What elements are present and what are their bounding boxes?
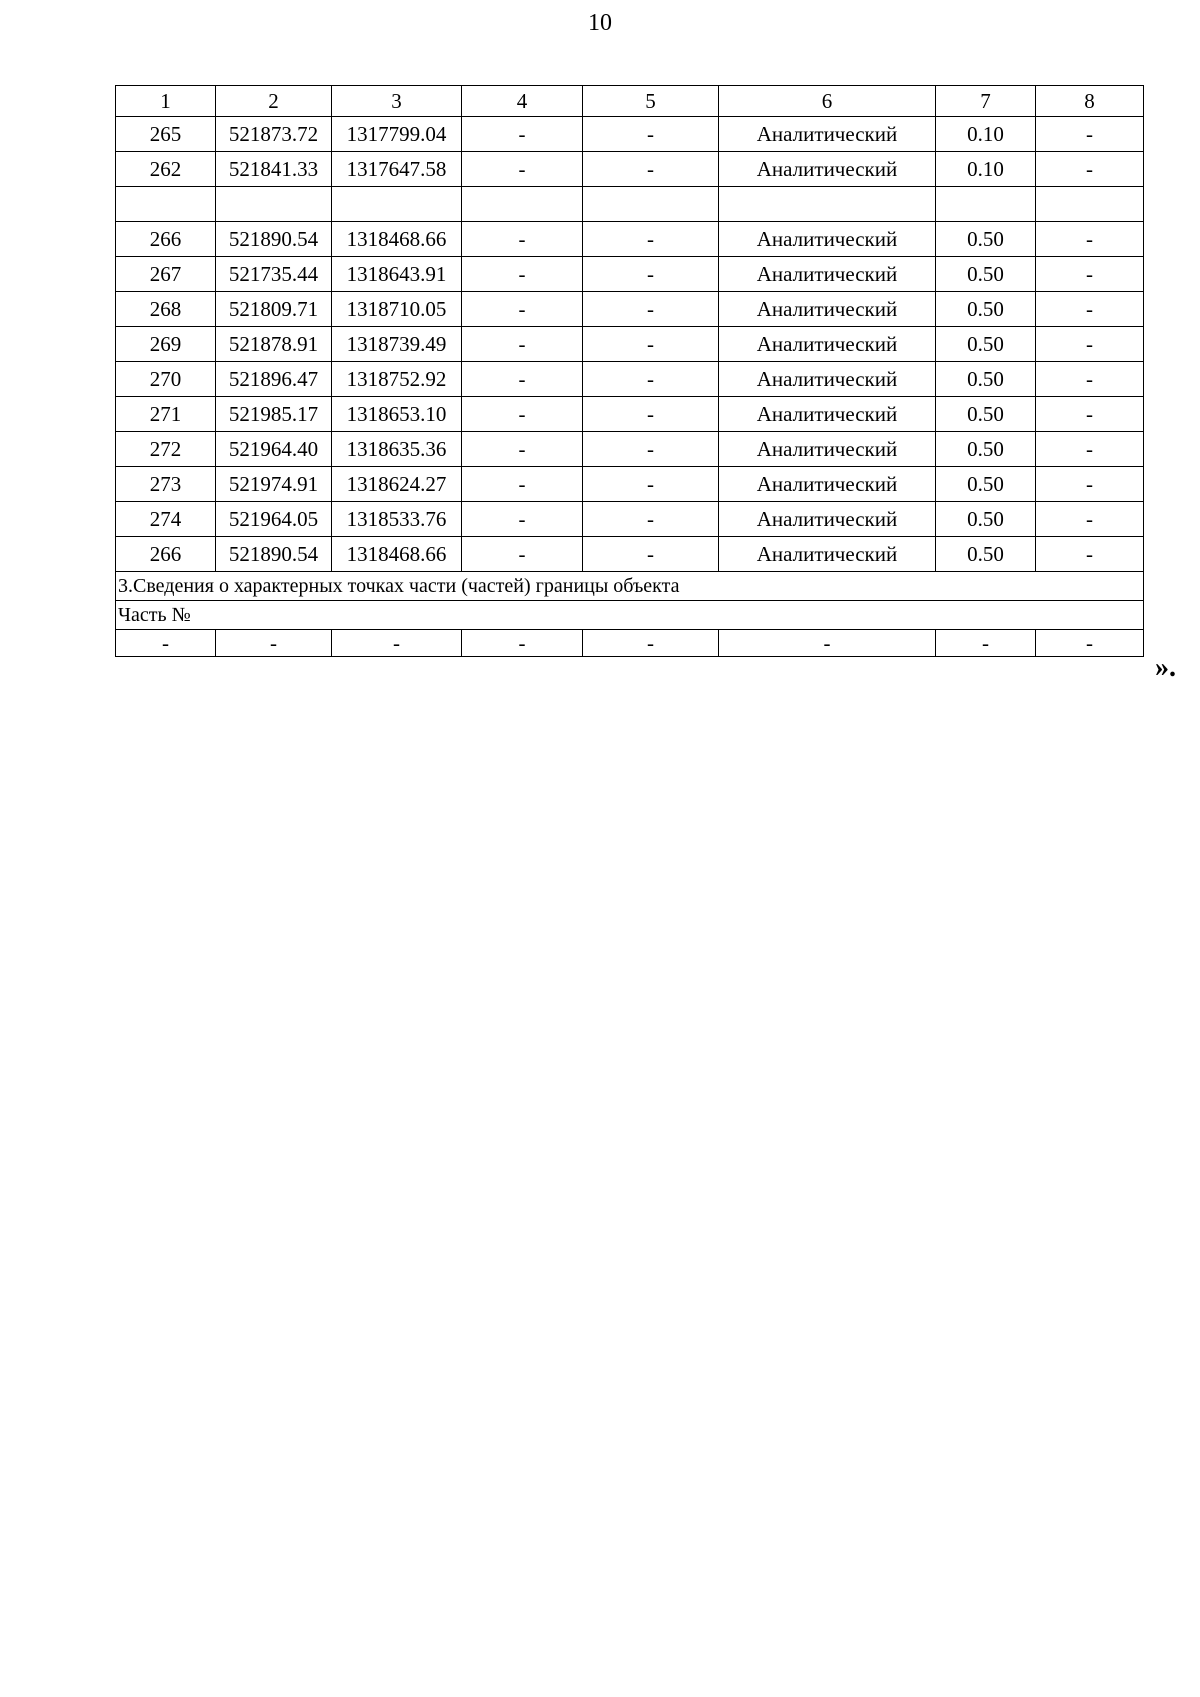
section-title-row — [116, 572, 1144, 601]
table-cell: 269 — [116, 327, 216, 362]
table-cell: - — [1036, 537, 1144, 572]
table-cell: - — [1036, 327, 1144, 362]
table-cell: 0.50 — [936, 292, 1036, 327]
table-cell: 1318624.27 — [332, 467, 462, 502]
closing-quote: ». — [1155, 652, 1176, 683]
table-cell: 0.50 — [936, 327, 1036, 362]
table-cell: Аналитический — [719, 432, 936, 467]
table-cell: Аналитический — [719, 257, 936, 292]
table-cell: - — [462, 292, 583, 327]
table-cell: - — [462, 467, 583, 502]
table-cell: - — [1036, 502, 1144, 537]
empty-separator-row — [116, 187, 1144, 222]
table-cell: - — [1036, 467, 1144, 502]
table-cell: - — [1036, 257, 1144, 292]
table-cell: 1317647.58 — [332, 152, 462, 187]
table-cell: 267 — [116, 257, 216, 292]
table-cell: Аналитический — [719, 467, 936, 502]
table-cell: 1317799.04 — [332, 117, 462, 152]
table-cell: - — [462, 327, 583, 362]
table-cell: 1318468.66 — [332, 222, 462, 257]
table-cell: - — [462, 397, 583, 432]
table-cell: - — [1036, 117, 1144, 152]
table-cell: 1318643.91 — [332, 257, 462, 292]
part-label: Часть № — [116, 601, 1144, 630]
table-cell: - — [583, 257, 719, 292]
table-row — [116, 152, 1144, 187]
table-cell: 274 — [116, 502, 216, 537]
table-row — [116, 467, 1144, 502]
table-cell: 521878.91 — [216, 327, 332, 362]
empty-cell — [216, 187, 332, 222]
table-cell: 521896.47 — [216, 362, 332, 397]
table-cell: - — [116, 630, 216, 657]
table-cell: - — [1036, 432, 1144, 467]
part-label-row — [116, 601, 1144, 630]
table-cell: 1318710.05 — [332, 292, 462, 327]
table-cell: 521890.54 — [216, 222, 332, 257]
coordinates-table — [115, 85, 1144, 657]
table-cell: 271 — [116, 397, 216, 432]
table-cell: - — [583, 467, 719, 502]
table-cell: - — [462, 432, 583, 467]
table-header-row — [116, 86, 1144, 117]
table-cell: 521974.91 — [216, 467, 332, 502]
table-cell: - — [462, 502, 583, 537]
table-cell: 521873.72 — [216, 117, 332, 152]
table-cell: 521985.17 — [216, 397, 332, 432]
table-row — [116, 257, 1144, 292]
empty-cell — [936, 187, 1036, 222]
table-cell: - — [583, 630, 719, 657]
table-cell: 1318533.76 — [332, 502, 462, 537]
table-cell: - — [462, 630, 583, 657]
table-cell: Аналитический — [719, 327, 936, 362]
table-cell: 266 — [116, 537, 216, 572]
table-cell: - — [332, 630, 462, 657]
table-cell: 521890.54 — [216, 537, 332, 572]
table-cell: - — [462, 117, 583, 152]
table-cell: Аналитический — [719, 362, 936, 397]
table-cell: 0.10 — [936, 117, 1036, 152]
table-cell: 266 — [116, 222, 216, 257]
table-cell: - — [583, 432, 719, 467]
table-cell: Аналитический — [719, 397, 936, 432]
table-cell: 273 — [116, 467, 216, 502]
column-header: 2 — [216, 86, 332, 117]
empty-cell — [462, 187, 583, 222]
column-header: 7 — [936, 86, 1036, 117]
table-cell: - — [583, 362, 719, 397]
table-cell: - — [719, 630, 936, 657]
table-cell: - — [583, 292, 719, 327]
table-cell: 1318635.36 — [332, 432, 462, 467]
table-cell: 0.50 — [936, 467, 1036, 502]
table-row — [116, 292, 1144, 327]
table-cell: - — [1036, 152, 1144, 187]
table-row — [116, 222, 1144, 257]
column-header: 4 — [462, 86, 583, 117]
table-cell: - — [1036, 362, 1144, 397]
table-cell: 521809.71 — [216, 292, 332, 327]
table-cell: - — [583, 537, 719, 572]
table-cell: - — [462, 152, 583, 187]
table-row — [116, 327, 1144, 362]
table-cell: 521841.33 — [216, 152, 332, 187]
table-cell: - — [462, 537, 583, 572]
section-title: 3.Сведения о характерных точках части (частей) границы объекта — [116, 572, 1144, 601]
table-cell: Аналитический — [719, 292, 936, 327]
table-cell: Аналитический — [719, 222, 936, 257]
table-cell: - — [583, 327, 719, 362]
table-cell: 270 — [116, 362, 216, 397]
page-number: 10 — [588, 10, 612, 36]
column-header: 6 — [719, 86, 936, 117]
table-cell: - — [1036, 630, 1144, 657]
table-cell: 0.50 — [936, 222, 1036, 257]
table-cell: 521735.44 — [216, 257, 332, 292]
table-row — [116, 537, 1144, 572]
table-cell: Аналитический — [719, 502, 936, 537]
table-cell: 0.50 — [936, 397, 1036, 432]
table-cell: 1318653.10 — [332, 397, 462, 432]
empty-cell — [719, 187, 936, 222]
column-header: 1 — [116, 86, 216, 117]
table-cell: 1318468.66 — [332, 537, 462, 572]
empty-cell — [583, 187, 719, 222]
table-cell: - — [1036, 222, 1144, 257]
table-cell: 1318739.49 — [332, 327, 462, 362]
empty-cell — [1036, 187, 1144, 222]
table-cell: - — [583, 502, 719, 537]
table-cell: - — [583, 152, 719, 187]
empty-cell — [116, 187, 216, 222]
table-cell: 0.50 — [936, 432, 1036, 467]
table-cell: - — [583, 117, 719, 152]
table-cell: 0.50 — [936, 362, 1036, 397]
empty-cell — [332, 187, 462, 222]
table-cell: 265 — [116, 117, 216, 152]
table-cell: - — [462, 222, 583, 257]
table-cell: 521964.40 — [216, 432, 332, 467]
table-cell: - — [216, 630, 332, 657]
table-row — [116, 397, 1144, 432]
table-cell: - — [1036, 397, 1144, 432]
table-cell: - — [583, 222, 719, 257]
table-cell: Аналитический — [719, 537, 936, 572]
table-cell: - — [1036, 292, 1144, 327]
table-row — [116, 432, 1144, 467]
table-cell: Аналитический — [719, 152, 936, 187]
table-cell: 0.50 — [936, 257, 1036, 292]
table-cell: 272 — [116, 432, 216, 467]
table-row — [116, 502, 1144, 537]
table-cell: 0.10 — [936, 152, 1036, 187]
table-cell: Аналитический — [719, 117, 936, 152]
table-cell: 0.50 — [936, 502, 1036, 537]
table-cell: 0.50 — [936, 537, 1036, 572]
table-cell: - — [936, 630, 1036, 657]
table-cell: - — [462, 257, 583, 292]
column-header: 5 — [583, 86, 719, 117]
table-cell: 262 — [116, 152, 216, 187]
table-row — [116, 362, 1144, 397]
table-cell: - — [583, 397, 719, 432]
table-cell: - — [462, 362, 583, 397]
column-header: 8 — [1036, 86, 1144, 117]
table-row — [116, 117, 1144, 152]
table-cell: 521964.05 — [216, 502, 332, 537]
table-cell: 1318752.92 — [332, 362, 462, 397]
dash-row — [116, 630, 1144, 657]
column-header: 3 — [332, 86, 462, 117]
table-cell: 268 — [116, 292, 216, 327]
